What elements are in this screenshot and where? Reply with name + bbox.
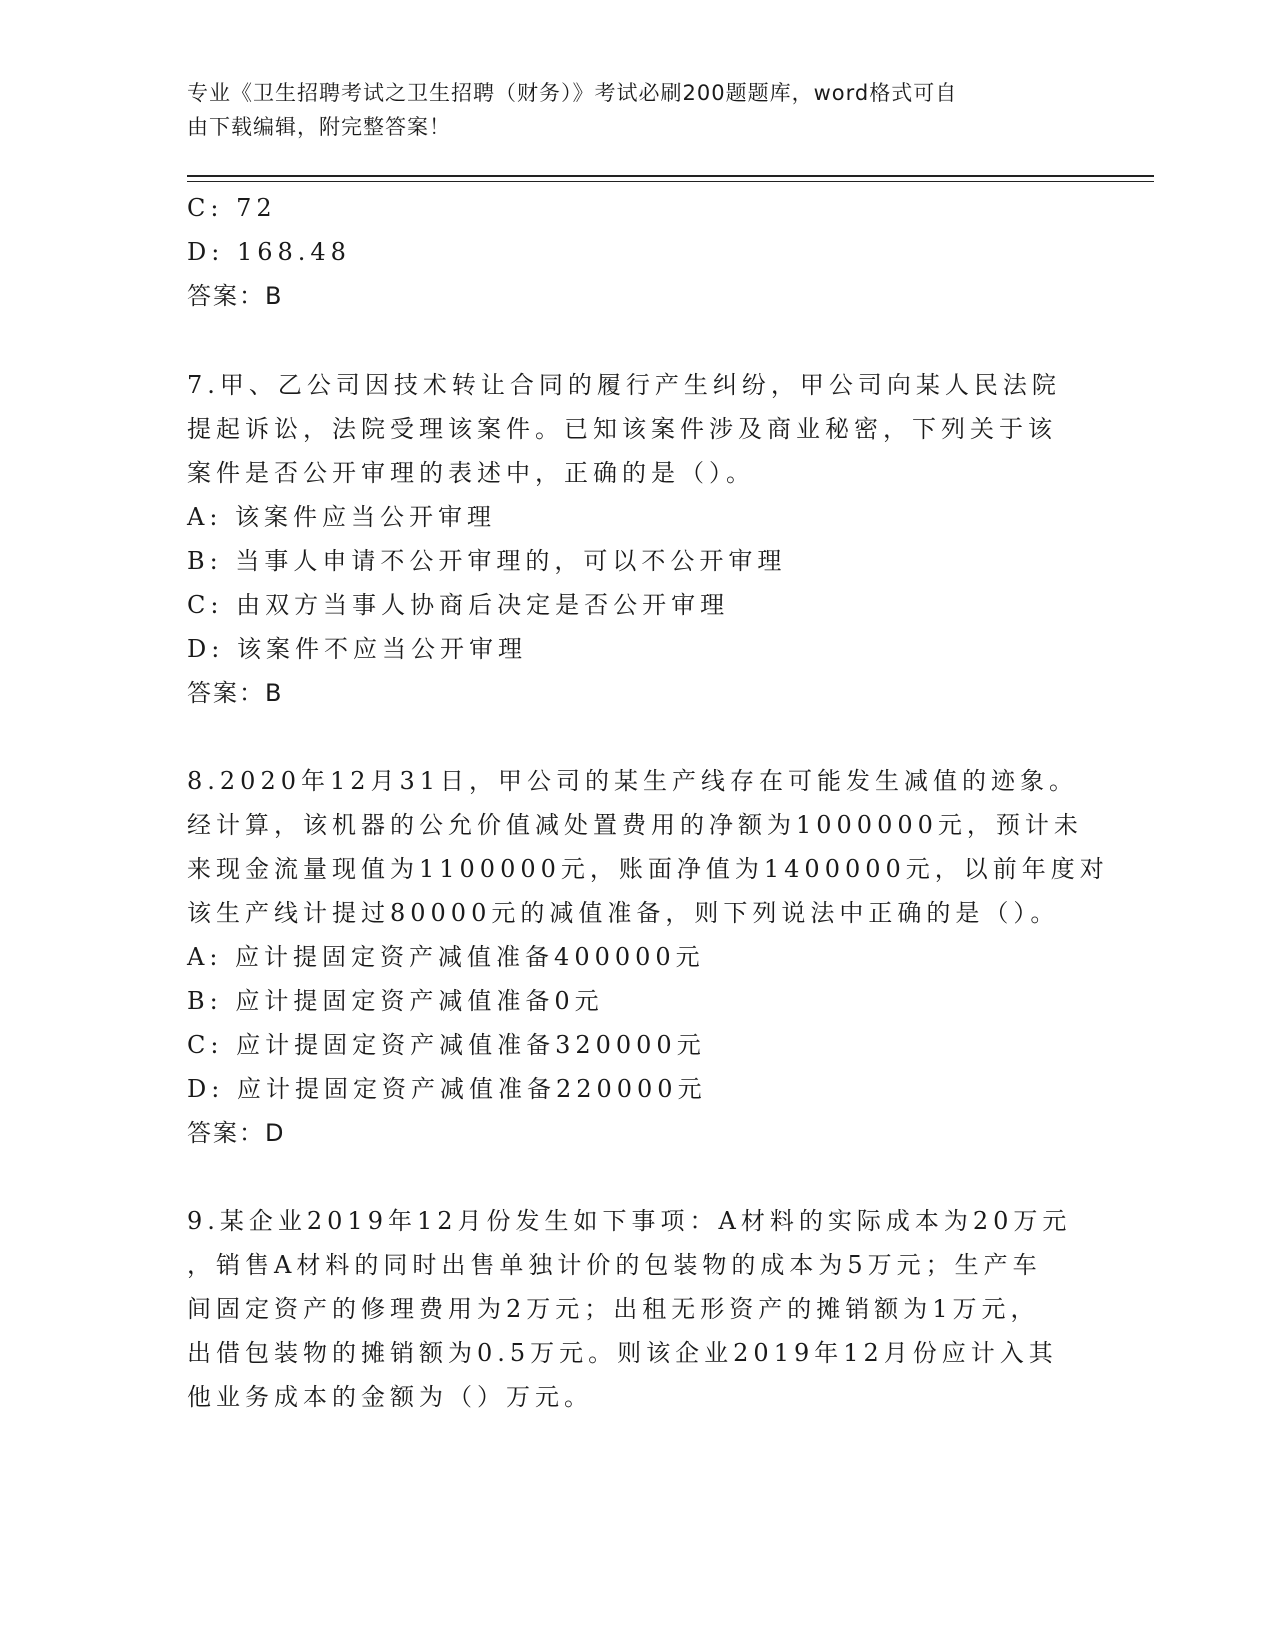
q7-option-c: C: 由双方当事人协商后决定是否公开审理 (187, 591, 730, 619)
q7-answer: 答案：B (187, 679, 284, 707)
q8-answer: 答案：D (187, 1119, 286, 1147)
header-divider-thin (187, 181, 1154, 182)
q7-stem-line-2: 提起诉讼，法院受理该案件。已知该案件涉及商业秘密，下列关于该 (187, 415, 1057, 443)
header-divider-thick (187, 175, 1154, 177)
q9-stem-line-2: ，销售A材料的同时出售单独计价的包装物的成本为5万元；生产车 (187, 1251, 1042, 1279)
q7-option-b: B: 当事人申请不公开审理的，可以不公开审理 (187, 547, 787, 575)
q8-option-d: D: 应计提固定资产减值准备220000元 (187, 1075, 707, 1103)
q6-option-c: C: 72 (187, 194, 277, 222)
q7-stem-line-3: 案件是否公开审理的表述中，正确的是（）。 (187, 459, 755, 487)
q9-stem-line-1: 9.某企业2019年12月份发生如下事项：A材料的实际成本为20万元 (187, 1207, 1072, 1235)
q8-stem-line-4: 该生产线计提过80000元的减值准备，则下列说法中正确的是（）。 (187, 899, 1060, 927)
q8-option-a: A: 应计提固定资产减值准备400000元 (187, 943, 705, 971)
q8-option-c: C: 应计提固定资产减值准备320000元 (187, 1031, 706, 1059)
document-header (187, 76, 1067, 144)
q6-answer: 答案：B (187, 282, 284, 310)
q8-stem-line-3: 来现金流量现值为1100000元，账面净值为1400000元，以前年度对 (187, 855, 1109, 883)
q9-stem-line-4: 出借包装物的摊销额为0.5万元。则该企业2019年12月份应计入其 (187, 1339, 1058, 1367)
q8-stem-line-2: 经计算，该机器的公允价值减处置费用的净额为1000000元，预计未 (187, 811, 1083, 839)
q7-option-d: D: 该案件不应当公开审理 (187, 635, 527, 663)
q8-stem-line-1: 8.2020年12月31日，甲公司的某生产线存在可能发生减值的迹象。 (187, 767, 1079, 795)
header-line-1: 专业《卫生招聘考试之卫生招聘（财务）》考试必刷200题题库，word格式可自 (187, 81, 958, 105)
q9-stem-line-5: 他业务成本的金额为（）万元。 (187, 1383, 593, 1411)
header-line-2: 由下载编辑，附完整答案！ (187, 115, 451, 139)
q7-option-a: A: 该案件应当公开审理 (187, 503, 497, 531)
q9-stem-line-3: 间固定资产的修理费用为2万元；出租无形资产的摊销额为1万元， (187, 1295, 1040, 1323)
q7-stem-line-1: 7.甲、乙公司因技术转让合同的履行产生纠纷，甲公司向某人民法院 (187, 371, 1061, 399)
q6-option-d: D: 168.48 (187, 238, 351, 266)
q8-option-b: B: 应计提固定资产减值准备0元 (187, 987, 604, 1015)
